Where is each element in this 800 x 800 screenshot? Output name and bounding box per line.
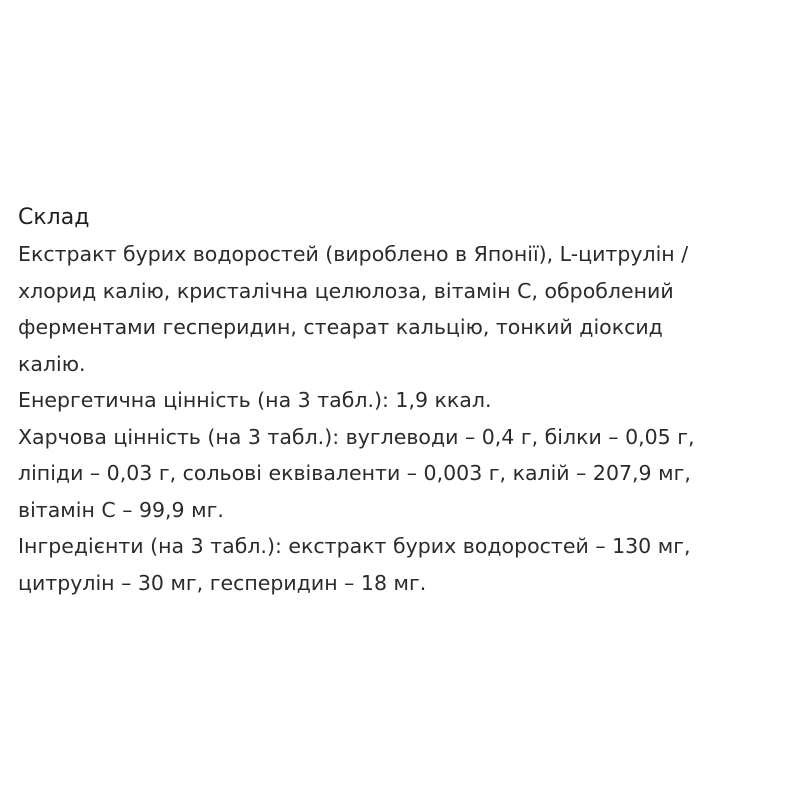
energy-value-paragraph [18,382,788,419]
energy-value-line: Енергетична цінність (на 3 табл.): 1,9 ккал. [18,388,492,412]
composition-line: хлорид калію, кристалічна целюлоза, вітамін C, оброблений [18,278,674,303]
ingredients-line: цитрулін – 30 мг, гесперидин – 18 мг. [18,570,427,595]
nutrition-value-line: Харчова цінність (на 3 табл.): вуглеводи – 0,4 г, білки – 0,05 г, [18,424,695,449]
nutrition-value-line: ліпіди – 0,03 г, сольові еквіваленти – 0,003 г, калій – 207,9 мг, [18,461,691,485]
composition-line: калію. [18,351,86,376]
ingredients-line: Інгредієнти (на 3 табл.): екстракт бурих водоростей – 130 мг, [18,534,691,558]
composition-paragraph [18,236,788,382]
section-title: Склад [18,205,90,230]
ingredients-paragraph [18,528,788,601]
nutrition-value-line: вітамін C – 99,9 мг. [18,497,224,522]
composition-section [18,200,788,601]
nutrition-value-paragraph [18,419,788,529]
composition-line: Екстракт бурих водоростей (вироблено в Японії), L-цитрулін / [18,242,689,266]
composition-line: ферментами гесперидин, стеарат кальцію, тонкий діоксид [18,315,663,339]
